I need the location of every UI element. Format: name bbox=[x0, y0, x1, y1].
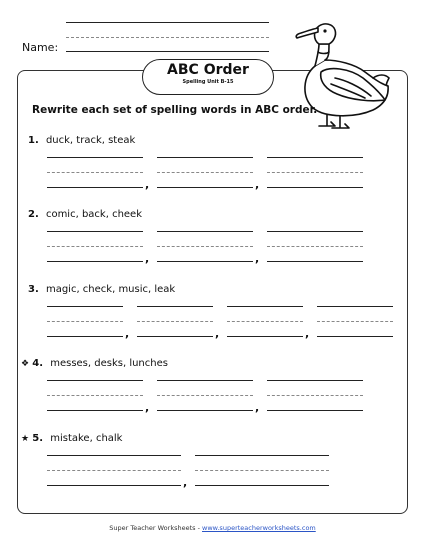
question-words: magic, check, music, leak bbox=[45, 284, 176, 295]
q3-answer-line[interactable] bbox=[47, 336, 123, 337]
question-2 bbox=[28, 209, 142, 220]
q1-mid-dash bbox=[157, 172, 253, 173]
name-mid-dash bbox=[66, 37, 269, 38]
q3-top-line bbox=[317, 306, 393, 307]
q3-top-line bbox=[227, 306, 303, 307]
footer-link[interactable]: www.superteacherworksheets.com bbox=[202, 524, 316, 532]
q1-answer-line[interactable] bbox=[157, 187, 253, 188]
q1-top-line bbox=[47, 157, 143, 158]
name-top-rule bbox=[66, 22, 269, 23]
question-number: 2. bbox=[28, 209, 39, 220]
question-words: messes, desks, lunches bbox=[50, 358, 168, 369]
q2-mid-dash bbox=[157, 246, 253, 247]
page-title: ABC Order bbox=[167, 62, 249, 78]
comma: , bbox=[255, 401, 260, 414]
q5-top-line bbox=[47, 455, 181, 456]
question-4 bbox=[21, 358, 168, 369]
q4-mid-dash bbox=[157, 395, 253, 396]
q2-answer-line[interactable] bbox=[47, 261, 143, 262]
question-number: 1. bbox=[28, 135, 39, 146]
q4-mid-dash bbox=[47, 395, 143, 396]
q1-answer-line[interactable] bbox=[47, 187, 143, 188]
comma: , bbox=[145, 252, 150, 265]
page-subtitle: Spelling Unit B-15 bbox=[182, 79, 234, 85]
q2-mid-dash bbox=[267, 246, 363, 247]
q3-answer-line[interactable] bbox=[227, 336, 303, 337]
question-5 bbox=[21, 433, 122, 444]
q4-mid-dash bbox=[267, 395, 363, 396]
q4-answer-line[interactable] bbox=[267, 410, 363, 411]
instructions: Rewrite each set of spelling words in ABC order. bbox=[32, 104, 318, 116]
comma: , bbox=[255, 252, 260, 265]
q1-top-line bbox=[157, 157, 253, 158]
q5-mid-dash bbox=[47, 470, 181, 471]
comma: , bbox=[215, 327, 220, 340]
question-words: comic, back, cheek bbox=[45, 209, 142, 220]
comma: , bbox=[183, 476, 188, 489]
q3-mid-dash bbox=[317, 321, 393, 322]
question-3 bbox=[28, 284, 175, 295]
q2-answer-line[interactable] bbox=[157, 261, 253, 262]
comma: , bbox=[125, 327, 130, 340]
q3-top-line bbox=[47, 306, 123, 307]
q1-mid-dash bbox=[47, 172, 143, 173]
footer bbox=[0, 524, 425, 532]
q2-mid-dash bbox=[47, 246, 143, 247]
q5-mid-dash bbox=[195, 470, 329, 471]
q4-top-line bbox=[267, 380, 363, 381]
question-number: 4. bbox=[32, 358, 44, 369]
q2-answer-line[interactable] bbox=[267, 261, 363, 262]
q5-answer-line[interactable] bbox=[195, 485, 329, 486]
q4-answer-line[interactable] bbox=[157, 410, 253, 411]
q2-top-line bbox=[157, 231, 253, 232]
question-number: 5. bbox=[32, 433, 44, 444]
q2-top-line bbox=[47, 231, 143, 232]
q3-mid-dash bbox=[47, 321, 123, 322]
duck-icon bbox=[285, 14, 395, 136]
comma: , bbox=[145, 178, 150, 191]
star-icon: ★ bbox=[21, 434, 30, 444]
q3-top-line bbox=[137, 306, 213, 307]
question-words: duck, track, steak bbox=[45, 135, 136, 146]
q4-top-line bbox=[47, 380, 143, 381]
name-label: Name: bbox=[22, 41, 59, 54]
name-input-line[interactable] bbox=[66, 51, 269, 52]
q1-answer-line[interactable] bbox=[267, 187, 363, 188]
q4-top-line bbox=[157, 380, 253, 381]
question-1 bbox=[28, 135, 135, 146]
question-words: mistake, chalk bbox=[50, 433, 123, 444]
q3-mid-dash bbox=[137, 321, 213, 322]
comma: , bbox=[145, 401, 150, 414]
q3-mid-dash bbox=[227, 321, 303, 322]
comma: , bbox=[305, 327, 310, 340]
q2-top-line bbox=[267, 231, 363, 232]
q1-mid-dash bbox=[267, 172, 363, 173]
q3-answer-line[interactable] bbox=[137, 336, 213, 337]
q1-top-line bbox=[267, 157, 363, 158]
q4-answer-line[interactable] bbox=[47, 410, 143, 411]
diamond-icon: ❖ bbox=[21, 359, 30, 369]
title-box bbox=[142, 59, 274, 95]
q5-answer-line[interactable] bbox=[47, 485, 181, 486]
q5-top-line bbox=[195, 455, 329, 456]
footer-text: Super Teacher Worksheets - bbox=[109, 524, 203, 532]
comma: , bbox=[255, 178, 260, 191]
question-number: 3. bbox=[28, 284, 39, 295]
q3-answer-line[interactable] bbox=[317, 336, 393, 337]
